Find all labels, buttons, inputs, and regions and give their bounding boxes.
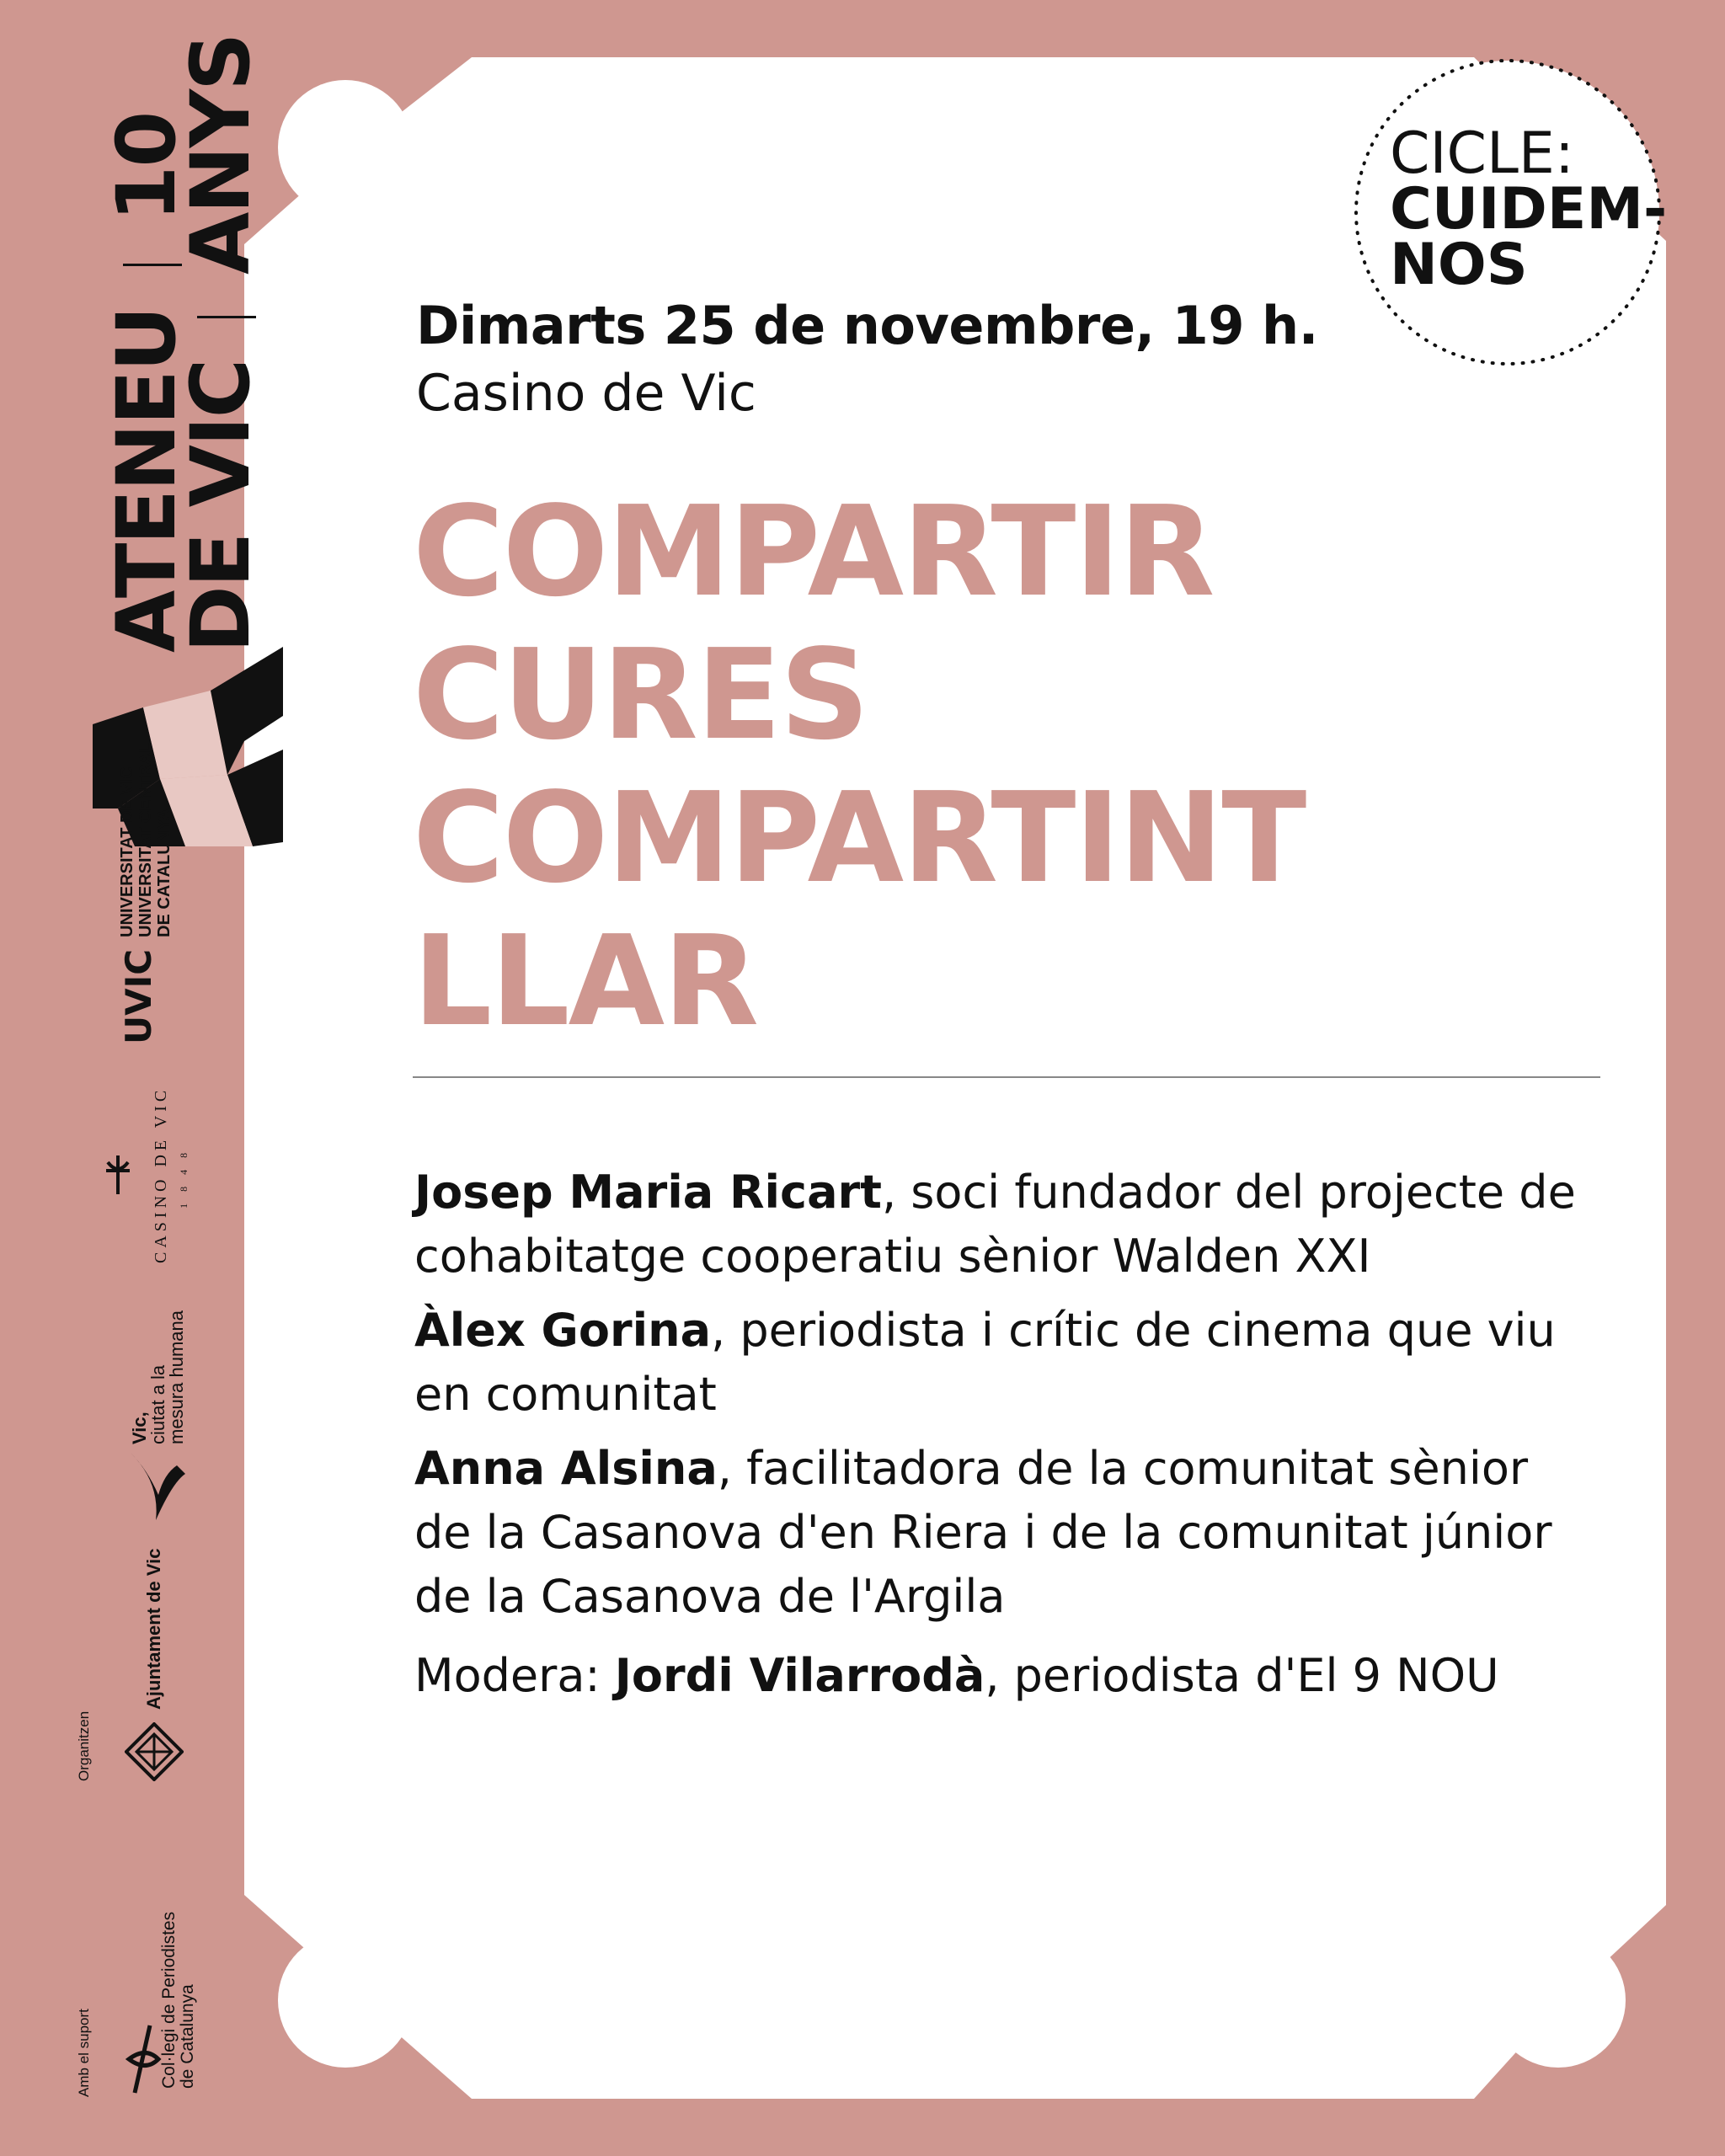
speaker-item [414,1299,1594,1427]
speaker-item [414,1437,1594,1629]
cycle-name-line2: NOS [1390,232,1528,298]
vic-line1: Vic, [129,1412,150,1444]
title-line-1: COMPARTIR [413,479,1214,624]
event-title [413,480,1305,1053]
title-line-4: LLAR [413,909,758,1054]
uvic-line3: DE CATALUNYA [155,808,174,937]
collegi-line1: Col·legi de Periodistes [159,1911,179,2089]
speaker-desc: , periodista i crític de cinema que viu en comunitat [414,1304,1556,1421]
collegi-periodistes-icon [125,2021,163,2097]
uvic-logo [118,742,174,1044]
uvic-mark: UVIC [118,948,159,1044]
vic-ciutat-logo [131,1310,186,1444]
moderator [414,1644,1594,1708]
casino-logo [152,1086,190,1263]
divider [413,1076,1600,1078]
vic-v-icon [126,1449,190,1524]
uvic-line2: UNIVERSITAT CENTRAL [136,742,155,937]
vic-line3: mesura humana [166,1310,187,1444]
ateneu-logo-text [99,34,268,653]
suport-label: Amb el suport [76,2009,92,2097]
speaker-desc: , facilitadora de la comunitat sènior de la Casanova d'en Riera i de la comunitat júnior de la Casanova de l'Argila [414,1442,1552,1623]
ajuntament-logo-text: Ajuntament de Vic [143,1548,164,1710]
casino-name: CASINO DE VIC [152,1086,170,1263]
event-venue: Casino de Vic [416,364,756,423]
speaker-desc: , soci fundador del projecte de cohabitatge cooperatiu sènior Walden XXI [414,1166,1576,1283]
collegi-logo-text [160,1912,197,2089]
speaker-name: Josep Maria Ricart [414,1166,882,1219]
moderator-name: Jordi Vilarrodà [614,1649,985,1702]
moderator-prefix: Modera: [414,1649,615,1702]
ateneu-years-word: ANYS [174,34,268,275]
cycle-badge-text [1390,120,1668,298]
casino-year: 1848 [178,1140,190,1209]
collegi-line2: de Catalunya [178,1984,197,2089]
title-line-3: COMPARTINT [413,766,1306,910]
ateneu-separator [197,316,256,318]
speaker-name: Àlex Gorina [414,1304,712,1357]
speakers-list [414,1161,1594,1708]
speaker-item [414,1161,1594,1289]
ateneu-logo-mark [84,640,286,851]
uvic-line1: UNIVERSITAT DE VIC [118,766,136,937]
ateneu-line2: DE VIC [174,360,268,653]
cycle-name-line1: CUIDEM- [1390,176,1668,243]
moderator-desc: , periodista d'El 9 NOU [985,1649,1499,1702]
title-line-2: CURES [413,622,868,767]
cycle-label: CICLE: [1390,120,1574,187]
speaker-name: Anna Alsina [414,1442,718,1495]
ateneu-line1: ATENEU [99,307,194,653]
ajuntament-shield-icon [125,1722,184,1781]
vic-line2: ciutat a la [147,1364,168,1444]
event-date: Dimarts 25 de novembre, 19 h. [416,295,1318,356]
organitzen-label: Organitzen [76,1710,92,1781]
casino-emblem-icon [101,1154,135,1196]
ateneu-years-number: 10 [99,112,194,222]
